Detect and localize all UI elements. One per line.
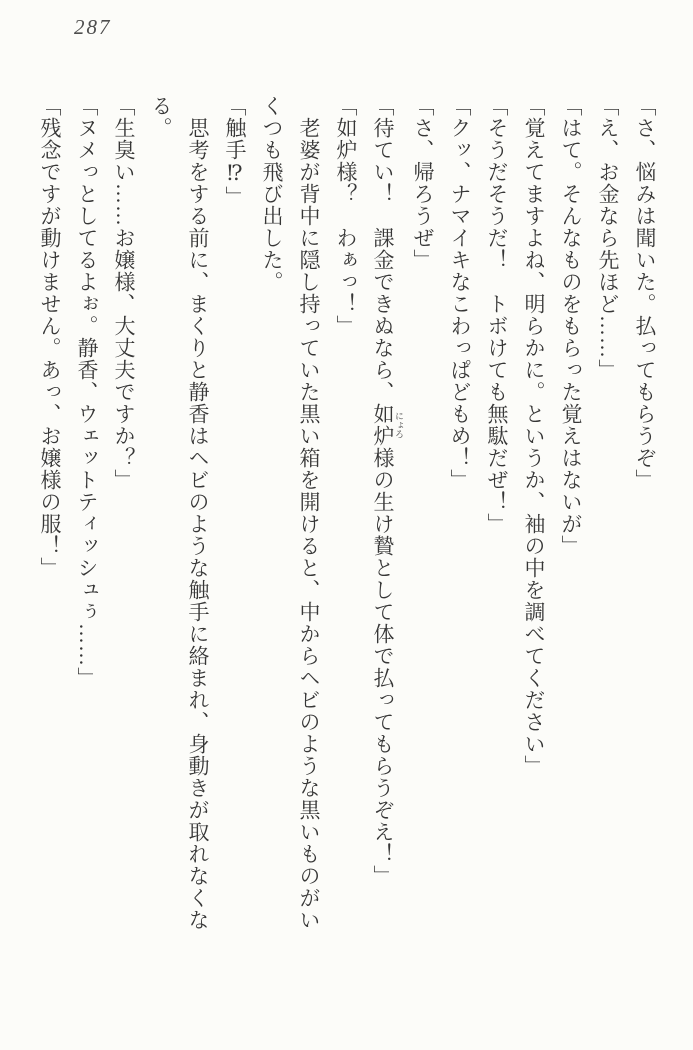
text-line: 「さ、悩みは聞いた。払ってもらうぞ」 xyxy=(633,95,657,491)
text-line: くつも飛び出した。 xyxy=(260,95,284,293)
text-line: 「触手⁉」 xyxy=(223,95,247,208)
text-line: 「如炉様？ わぁっ！」 xyxy=(334,95,358,337)
text-line: る。 xyxy=(149,95,173,139)
text-line: 「ヌメっとしてるよぉ。静香、ウェットティッシュぅ……」 xyxy=(75,95,99,689)
text-line: 「待てい！ 課金できぬなら、如炉 にょろ様の生け贄として体で払ってもらうぞえ！」 xyxy=(371,95,404,887)
furigana-ruby: 如炉 にょろ xyxy=(371,403,404,447)
page-number: 287 xyxy=(74,15,112,39)
text-line: 「そうだそうだ！ トボけても無駄だぜ！」 xyxy=(485,95,509,535)
text-line: 思考をする前に、まくりと静香はヘビのような触手に絡まれ、身動きが取れなくな xyxy=(186,95,210,931)
text-line: 「残念ですが動けません。あっ、お嬢様の服！」 xyxy=(38,95,62,579)
text-line: 「はて。そんなものをもらった覚えはないが」 xyxy=(559,95,583,557)
text-line: 「え、お金なら先ほど……」 xyxy=(596,95,620,381)
text-line: 老婆が背中に隠し持っていた黒い箱を開けると、中からヘビのような黒いものがい xyxy=(297,95,321,931)
text-line: 「覚えてますよね、明らかに。というか、袖の中を調べてください」 xyxy=(522,95,546,777)
text-line: 「クッ、ナマイキなこわっぱどもめ！」 xyxy=(448,95,472,491)
text-line: 「さ、帰ろうぜ」 xyxy=(411,95,435,271)
text-line: 「生臭い……お嬢様、大丈夫ですか？」 xyxy=(112,95,136,491)
vertical-text-block xyxy=(31,95,663,945)
